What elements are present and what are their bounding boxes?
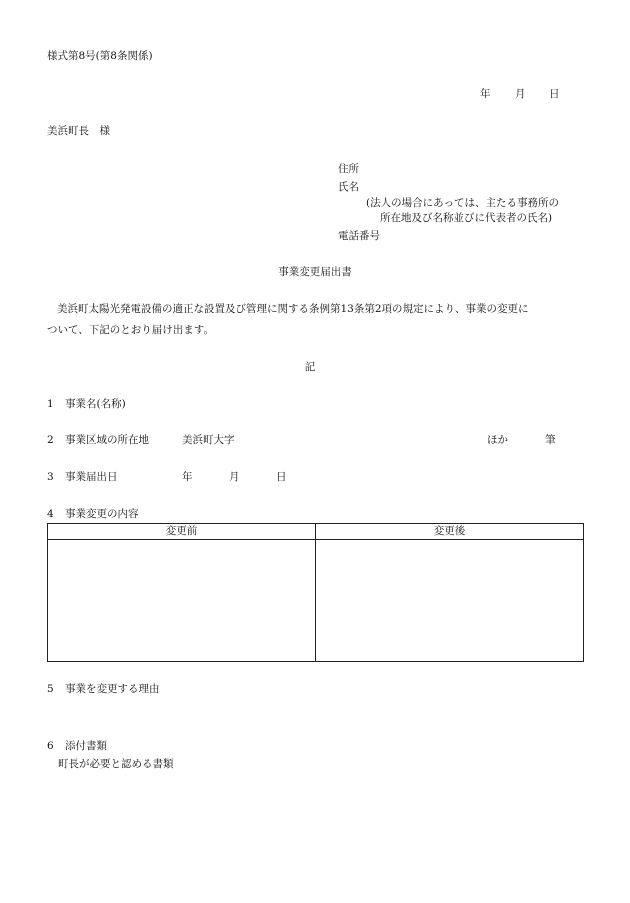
item-5-label: 事業を変更する理由 — [65, 683, 160, 695]
body-line-1: 美浜町太陽光発電設備の適正な設置及び管理に関する条例第13条第2項の規定により、事業の変更に — [57, 303, 529, 315]
item-6-number: 6 — [47, 740, 54, 752]
after-cell[interactable] — [316, 540, 584, 662]
name-label: 氏名 — [338, 181, 359, 193]
address-label: 住所 — [338, 163, 359, 175]
item-3-month: 月 — [229, 471, 240, 483]
item-3-number: 3 — [47, 471, 54, 483]
after-header: 変更後 — [316, 524, 584, 540]
changes-table — [47, 523, 584, 662]
form-number: 様式第8号(第8条関係) — [47, 50, 153, 62]
addressee: 美浜町長 様 — [47, 125, 110, 137]
item-2-hitsu: 筆 — [545, 434, 556, 446]
date-year: 年 — [480, 88, 491, 100]
item-2-value: 美浜町大字 — [182, 434, 235, 446]
phone-label: 電話番号 — [338, 230, 380, 242]
item-1-number: 1 — [47, 398, 54, 410]
body-line-2: ついて、下記のとおり届け出ます。 — [47, 324, 214, 336]
document-title: 事業変更届出書 — [278, 266, 352, 278]
date-month: 月 — [515, 88, 526, 100]
item-6-label: 添付書類 — [65, 740, 107, 752]
body-text — [47, 299, 587, 341]
corp-note-line1: (法人の場合にあっては、主たる事務所の — [366, 197, 559, 209]
item-2-number: 2 — [47, 434, 54, 446]
item-1-label: 事業名(名称) — [65, 398, 126, 410]
item-2-label: 事業区域の所在地 — [65, 434, 149, 446]
item-3-year: 年 — [182, 471, 193, 483]
before-header: 変更前 — [48, 524, 316, 540]
changes-table-body — [48, 540, 584, 662]
item-3-label: 事業届出日 — [65, 471, 118, 483]
changes-table-header — [48, 524, 584, 540]
item-3-day: 日 — [276, 471, 287, 483]
item-4-number: 4 — [47, 508, 54, 520]
corp-note-line2: 所在地及び名称並びに代表者の氏名) — [380, 212, 553, 224]
date-day: 日 — [549, 88, 560, 100]
item-4-label: 事業変更の内容 — [65, 508, 139, 520]
before-cell[interactable] — [48, 540, 316, 662]
item-5-number: 5 — [47, 683, 54, 695]
ki-heading: 記 — [304, 361, 316, 373]
item-2-hoka: ほか — [487, 434, 508, 446]
item-6-detail: 町長が必要と認める書類 — [58, 758, 174, 770]
